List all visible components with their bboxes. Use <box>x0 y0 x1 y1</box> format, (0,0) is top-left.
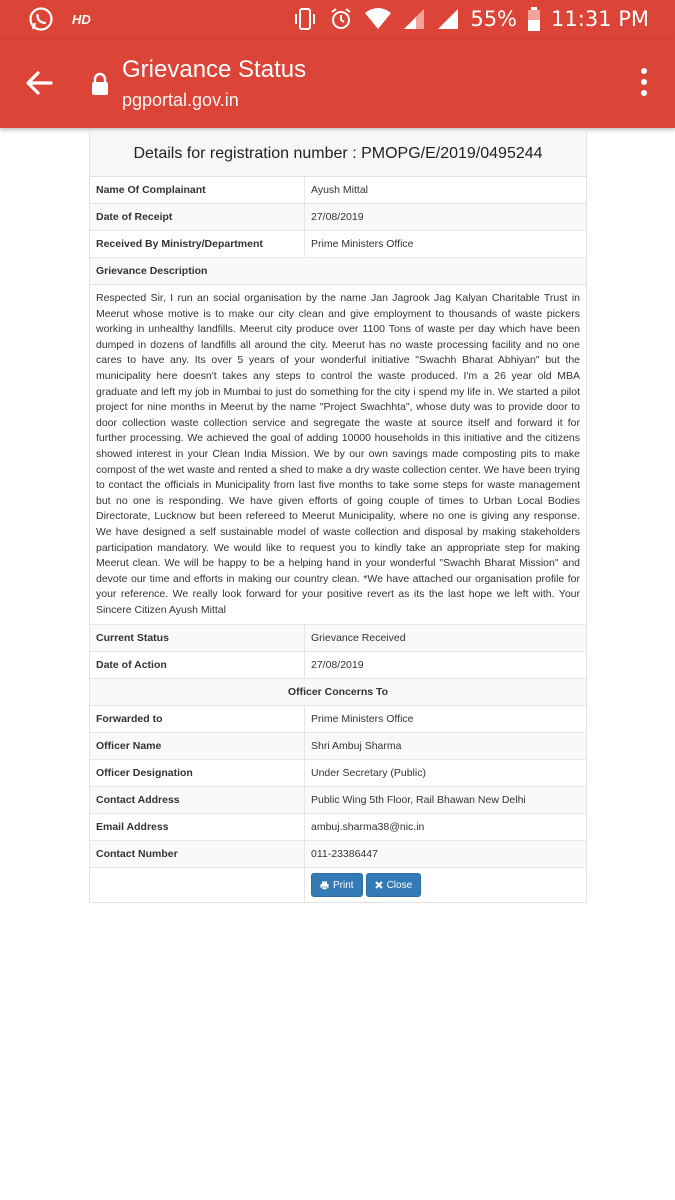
row-label: Officer Name <box>90 733 305 759</box>
status-bar <box>0 0 675 40</box>
clock: 11:31 PM <box>551 7 649 31</box>
details-table <box>90 177 586 258</box>
vibrate-icon <box>292 6 318 32</box>
description-label: Grievance Description <box>90 258 586 285</box>
row-label: Current Status <box>90 625 305 651</box>
row-value: Shri Ambuj Sharma <box>311 740 402 753</box>
row-label: Contact Number <box>90 841 305 867</box>
grievance-description: Respected Sir, I run an social organisation by the name Jan Jagrook Jag Kalyan Charitable Trust in Meerut whose motive is to make our city clean and give employment to thousands of waste pickers working in unhealthy landfills. Meerut city produce over 1100 Tons of waste per day which have been dumped in dozens of landfills all around the city. Meerut has no waste processing facility and no one cares to have any. Its over 5 years of your wonderful initiative "Swachh Bharat Abhiyan" but the municipality here doesn't takes any steps to control the waste produced. I'm a 26 year old MBA graduate and left my job in Mumbai to just do something for the city i spend my life in. We started a pilot project for nine months in Meerut by the name "Project Swachhta", whose duty was to provide door to door collection waste collection service and segregate the waste at source itself and forward it for further processing. We achieved the goal of adding 10000 households in this initiative and the citizens showed interest in your Clean India Mission. We by our own savings made composting pits to make compost of the wet waste and rented a shed to make a dry waste collection center. We have been trying to contact the officials in Municipality from last five months to take some steps for waste management but no one is responding. We have given efforts of going couple of times to Urban Local Bodies Directorate, Lucknow but been refereed to Meerut Municipality, where no one is giving any response. We have designed a self sustainable model of waste collection and disposal by making stakeholders participation mandatory. We would like to request you to kindly take an appropriate step for making Meerut clean. We will be happy to be a helping hand in your wonderful "Swachh Bharat Mission" and devote our time and efforts in making our country clean. *We have attached our organisation profile for your reference. We really look forward for your positive revert as its the last hope we left with. Your Sincere Citizen Ayush Mittal <box>90 285 586 625</box>
row-value: Prime Ministers Office <box>311 713 414 726</box>
row-value: 011-23386447 <box>311 848 378 861</box>
row-label: Date of Action <box>90 652 305 678</box>
row-label: Email Address <box>90 814 305 840</box>
table-row <box>90 706 586 733</box>
row-value: Under Secretary (Public) <box>311 767 426 780</box>
table-row <box>90 204 586 231</box>
page-url[interactable]: pgportal.gov.in <box>122 90 239 110</box>
status-table <box>90 625 586 679</box>
page-title: Grievance Status <box>122 56 307 83</box>
registration-heading: Details for registration number : PMOPG/E/2019/0495244 <box>90 131 586 177</box>
row-label: Contact Address <box>90 787 305 813</box>
overflow-menu-icon[interactable] <box>639 68 649 98</box>
table-row <box>90 760 586 787</box>
row-value: Public Wing 5th Floor, Rail Bhawan New Delhi <box>311 794 526 807</box>
signal-icon <box>402 7 426 31</box>
print-label: Print <box>333 879 354 891</box>
row-value: ambuj.sharma38@nic.in <box>311 821 425 834</box>
row-value: 27/08/2019 <box>311 211 364 223</box>
table-row <box>90 652 586 679</box>
table-row <box>90 177 586 204</box>
actions-spacer <box>90 868 305 902</box>
row-value: Ayush Mittal <box>311 184 368 196</box>
whatsapp-icon <box>28 6 54 32</box>
print-icon <box>320 881 329 890</box>
officer-heading: Officer Concerns To <box>90 679 586 706</box>
table-row <box>90 625 586 652</box>
table-row <box>90 814 586 841</box>
table-row <box>90 841 586 868</box>
lock-icon <box>90 72 110 96</box>
grievance-panel <box>89 130 587 903</box>
row-label: Date of Receipt <box>90 204 305 230</box>
wifi-icon <box>364 6 392 32</box>
action-buttons <box>305 868 586 902</box>
signal-icon-2 <box>436 7 460 31</box>
alarm-icon <box>328 6 354 32</box>
close-button[interactable] <box>366 873 422 897</box>
battery-icon <box>527 6 541 32</box>
row-label: Officer Designation <box>90 760 305 786</box>
actions-row <box>90 868 586 902</box>
row-value: 27/08/2019 <box>311 659 364 672</box>
table-row <box>90 231 586 258</box>
print-button[interactable] <box>311 873 363 897</box>
row-value: Prime Ministers Office <box>311 238 414 250</box>
back-arrow-icon[interactable] <box>22 66 56 100</box>
close-icon <box>375 881 383 889</box>
row-label: Received By Ministry/Department <box>90 231 305 257</box>
close-label: Close <box>386 879 413 891</box>
row-label: Forwarded to <box>90 706 305 732</box>
officer-table <box>90 706 586 868</box>
browser-toolbar <box>0 40 675 128</box>
battery-percent: 55% <box>470 7 518 31</box>
row-label: Name Of Complainant <box>90 177 305 203</box>
row-value: Grievance Received <box>311 632 406 645</box>
table-row <box>90 787 586 814</box>
table-row <box>90 733 586 760</box>
hd-indicator: HD <box>72 11 91 27</box>
